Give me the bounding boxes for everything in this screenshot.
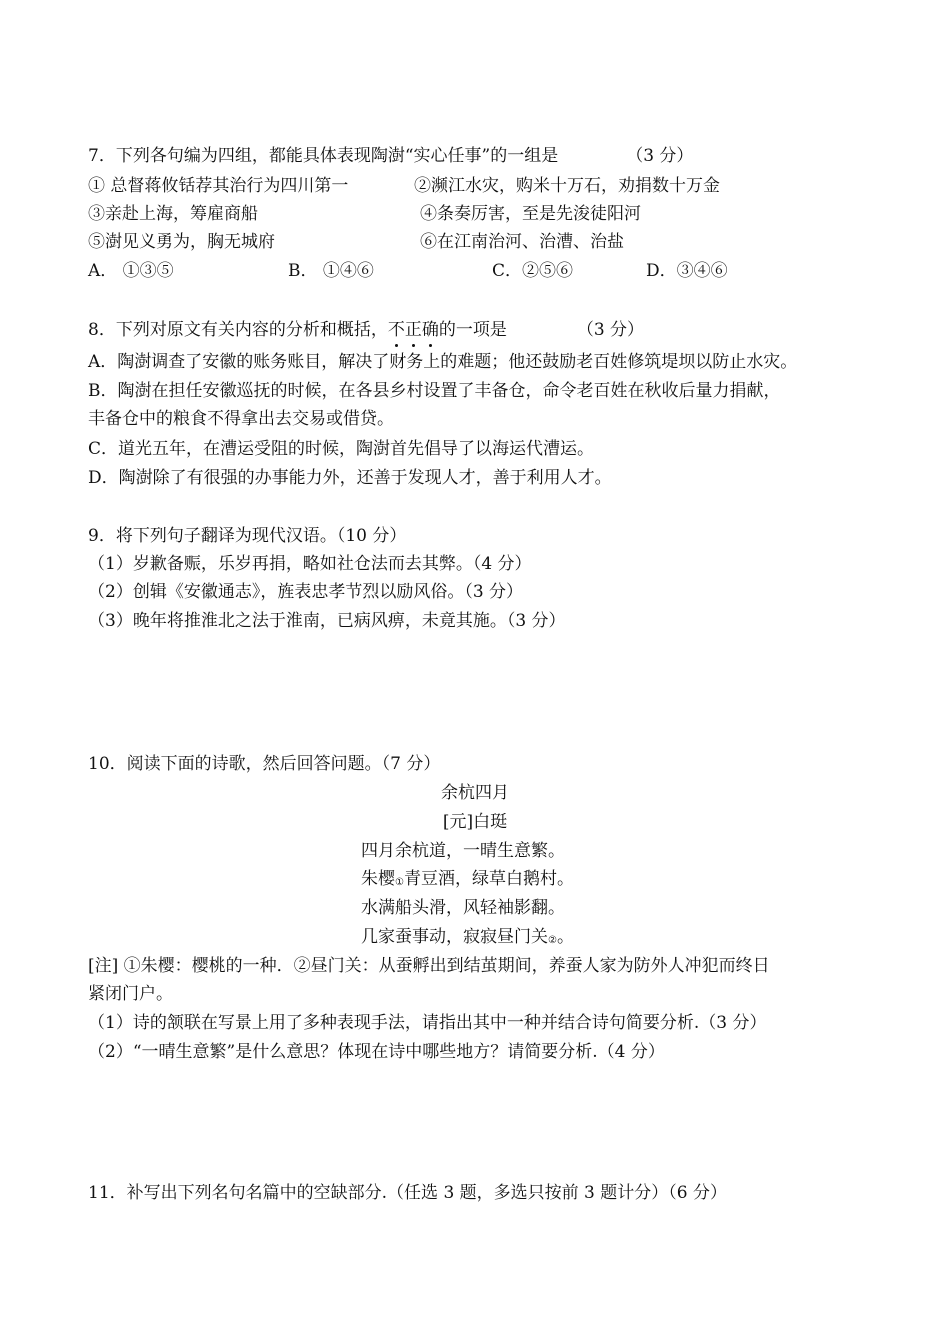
q7-item-2: ②濒江水灾，购米十万石，劝捐数十万金 (414, 176, 720, 196)
q7-stem: 7．下列各句编为四组，都能具体表现陶澍“实心任事”的一组是 （3 分） (88, 146, 694, 166)
q9-item-3: （3）晚年将推淮北之法于淮南，已病风痹，未竟其施。（3 分） (88, 611, 566, 631)
q9-item-1: （1）岁歉备赈，乐岁再捐，略如社仓法而去其弊。（4 分） (88, 554, 532, 574)
q7-item-6: ⑥在江南治河、治漕、治盐 (420, 232, 624, 252)
q11-stem: 11．补写出下列名句名篇中的空缺部分.（任选 3 题，多选只按前 3 题计分）（6 分） (88, 1183, 728, 1203)
poem-line-2: 朱樱①青豆酒，绿草白鹅村。 (361, 869, 574, 889)
q7-item-4: ④条奏厉害，至是先浚徒阳河 (420, 204, 641, 224)
q7-score: （3 分） (626, 146, 694, 166)
q7-option-b: B． ①④⑥ (288, 261, 374, 281)
footnote-marker: ② (548, 935, 557, 946)
q8-option-b-cont: 丰备仓中的粮食不得拿出去交易或借贷。 (88, 409, 394, 429)
q8-option-b: B．陶澍在担任安徽巡抚的时候，在各县乡村设置了丰备仓，命令老百姓在秋收后量力捐献， (88, 381, 781, 401)
poem-note: [注] ①朱樱：樱桃的一种．②昼门关：从蚕孵出到结茧期间，养蚕人家为防外人冲犯而终日 (88, 956, 770, 976)
q7-option-c: C．②⑤⑥ (492, 261, 574, 281)
emphasis-char: 不 (387, 320, 405, 340)
q10-item-1: （1）诗的颔联在写景上用了多种表现手法，请指出其中一种并结合诗句简要分析.（3 分） (88, 1013, 767, 1033)
q8-option-c: C．道光五年，在漕运受阻的时候，陶澍首先倡导了以海运代漕运。 (88, 439, 595, 459)
poem-title: 余杭四月 (441, 783, 509, 803)
poem-line-1: 四月余杭道，一晴生意繁。 (361, 841, 565, 861)
q9-stem: 9．将下列句子翻译为现代汉语。（10 分） (88, 526, 407, 546)
footnote-marker: ① (395, 877, 404, 888)
q7-item-1: ① 总督蒋攸铦荐其治行为四川第一 (88, 176, 349, 196)
q7-item-3: ③亲赴上海，筹雇商船 (88, 204, 258, 224)
q10-item-2: （2）“一晴生意繁”是什么意思？体现在诗中哪些地方？请简要分析.（4 分） (88, 1042, 665, 1062)
q8-option-a: A．陶澍调查了安徽的账务账目，解决了财务上的难题；他还鼓励老百姓修筑堤坝以防止水灾。 (88, 352, 798, 372)
q10-stem: 10．阅读下面的诗歌，然后回答问题。（7 分） (88, 754, 441, 774)
poem-line-3: 水满船头滑，风轻袖影翻。 (361, 898, 565, 918)
q8-score: （3 分） (576, 320, 645, 340)
emphasis-char: 正 (404, 320, 422, 340)
q9-item-2: （2）创辑《安徽通志》，旌表忠孝节烈以励风俗。（3 分） (88, 582, 524, 602)
poem-author: [元]白珽 (442, 812, 508, 832)
q7-item-5: ⑤澍见义勇为，胸无城府 (88, 232, 275, 252)
poem-note-cont: 紧闭门户。 (88, 984, 173, 1004)
poem-line-4: 几家蚕事动，寂寂昼门关②。 (361, 927, 574, 947)
q7-option-d: D．③④⑥ (646, 261, 728, 281)
emphasis-char: 确 (421, 320, 439, 340)
q7-option-a: A． ①③⑤ (88, 261, 174, 281)
q8-stem: 8．下列对原文有关内容的分析和概括，不正确的一项是 （3 分） (88, 320, 645, 340)
q8-option-d: D．陶澍除了有很强的办事能力外，还善于发现人才，善于利用人才。 (88, 468, 612, 488)
